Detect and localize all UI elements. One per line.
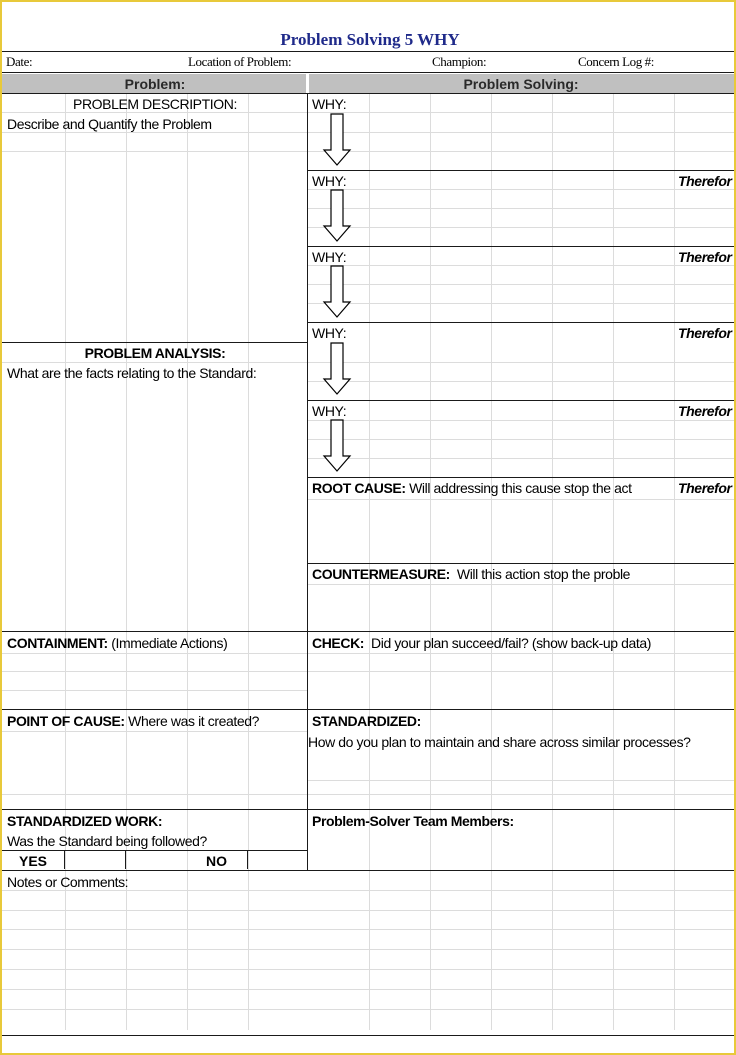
problem-description-area[interactable] xyxy=(3,134,306,341)
yes-label: YES xyxy=(19,853,48,869)
why-4-therefore: Therefor xyxy=(678,325,732,341)
standardized-title: STANDARDIZED: xyxy=(312,713,421,729)
countermeasure-area[interactable] xyxy=(309,585,733,630)
divider xyxy=(2,1035,734,1036)
problem-analysis-prompt: What are the facts relating to the Standard: xyxy=(7,365,257,381)
divider xyxy=(2,93,734,94)
containment-prompt: (Immediate Actions) xyxy=(111,635,228,651)
down-arrow-icon xyxy=(322,265,352,319)
countermeasure-title: COUNTERMEASURE: xyxy=(312,566,450,582)
notes-title: Notes or Comments: xyxy=(7,874,129,890)
point-of-cause-title: POINT OF CAUSE: xyxy=(7,713,125,729)
standardized-area[interactable] xyxy=(309,754,733,808)
yes-checkbox[interactable] xyxy=(64,850,126,869)
why-3-label: WHY: xyxy=(312,249,347,265)
why-1-label: WHY: xyxy=(312,96,347,112)
why-5-answer[interactable] xyxy=(358,420,732,475)
no-checkbox[interactable] xyxy=(247,850,307,869)
team-members-area[interactable] xyxy=(309,831,733,869)
page-title: Problem Solving 5 WHY xyxy=(280,30,460,49)
why-2-therefore: Therefor xyxy=(678,173,732,189)
problem-description-prompt: Describe and Quantify the Problem xyxy=(7,116,212,132)
root-cause-therefore: Therefor xyxy=(678,480,732,496)
divider xyxy=(308,322,734,323)
why-3-answer[interactable] xyxy=(358,266,732,320)
check-prompt: Did your plan succeed/fail? (show back-up data) xyxy=(371,635,652,651)
location-label: Location of Problem: xyxy=(188,54,292,69)
divider xyxy=(2,342,308,343)
date-label: Date: xyxy=(6,54,33,69)
divider xyxy=(308,563,734,564)
why-2-label: WHY: xyxy=(312,173,347,189)
why-1-answer[interactable] xyxy=(358,114,732,168)
notes-area[interactable] xyxy=(3,891,733,1034)
divider xyxy=(308,170,734,171)
root-cause-area[interactable] xyxy=(309,500,733,562)
why-4-answer[interactable] xyxy=(358,342,732,398)
divider xyxy=(308,246,734,247)
root-cause-prompt: Will addressing this cause stop the act xyxy=(409,480,632,496)
divider xyxy=(2,72,734,73)
divider xyxy=(2,631,734,632)
why-3-therefore: Therefor xyxy=(678,249,732,265)
why-2-answer[interactable] xyxy=(358,190,732,244)
problem-analysis-title: PROBLEM ANALYSIS: xyxy=(84,345,226,361)
team-members-title: Problem-Solver Team Members: xyxy=(312,813,514,829)
check-title: CHECK: xyxy=(312,635,365,651)
divider xyxy=(308,477,734,478)
check-area[interactable] xyxy=(309,654,733,708)
concern-log-label: Concern Log #: xyxy=(578,54,654,69)
down-arrow-icon xyxy=(322,419,352,473)
divider xyxy=(308,400,734,401)
point-of-cause-area[interactable] xyxy=(3,732,306,808)
containment-line xyxy=(7,635,227,651)
down-arrow-icon xyxy=(322,113,352,167)
standardized-prompt: How do you plan to maintain and share across similar processes? xyxy=(308,734,691,750)
standardized-work-prompt: Was the Standard being followed? xyxy=(7,833,207,849)
check-line xyxy=(312,635,651,651)
down-arrow-icon xyxy=(322,342,352,396)
countermeasure-prompt: Will this action stop the proble xyxy=(456,566,631,582)
point-of-cause-line xyxy=(7,713,259,729)
why-4-label: WHY: xyxy=(312,325,347,341)
grid-line xyxy=(2,112,734,113)
root-cause-title: ROOT CAUSE: xyxy=(312,480,406,496)
countermeasure-line xyxy=(312,566,630,582)
divider xyxy=(2,51,734,52)
why-5-therefore: Therefor xyxy=(678,403,732,419)
problem-description-title: PROBLEM DESCRIPTION: xyxy=(73,96,237,112)
containment-area[interactable] xyxy=(3,654,306,708)
divider xyxy=(2,709,734,710)
containment-title: CONTAINMENT: xyxy=(7,635,108,651)
standardized-work-title: STANDARDIZED WORK: xyxy=(7,813,163,829)
why-5-label: WHY: xyxy=(312,403,347,419)
divider xyxy=(2,870,734,871)
down-arrow-icon xyxy=(322,189,352,243)
root-cause-line xyxy=(312,480,632,496)
champion-label: Champion: xyxy=(432,54,487,69)
problem-analysis-area[interactable] xyxy=(3,383,306,630)
divider xyxy=(2,809,734,810)
point-of-cause-prompt: Where was it created? xyxy=(128,713,260,729)
problem-solving-column-title: Problem Solving: xyxy=(463,76,579,92)
column-divider xyxy=(307,93,308,871)
problem-column-title: Problem: xyxy=(124,76,186,92)
no-label: NO xyxy=(206,853,227,869)
